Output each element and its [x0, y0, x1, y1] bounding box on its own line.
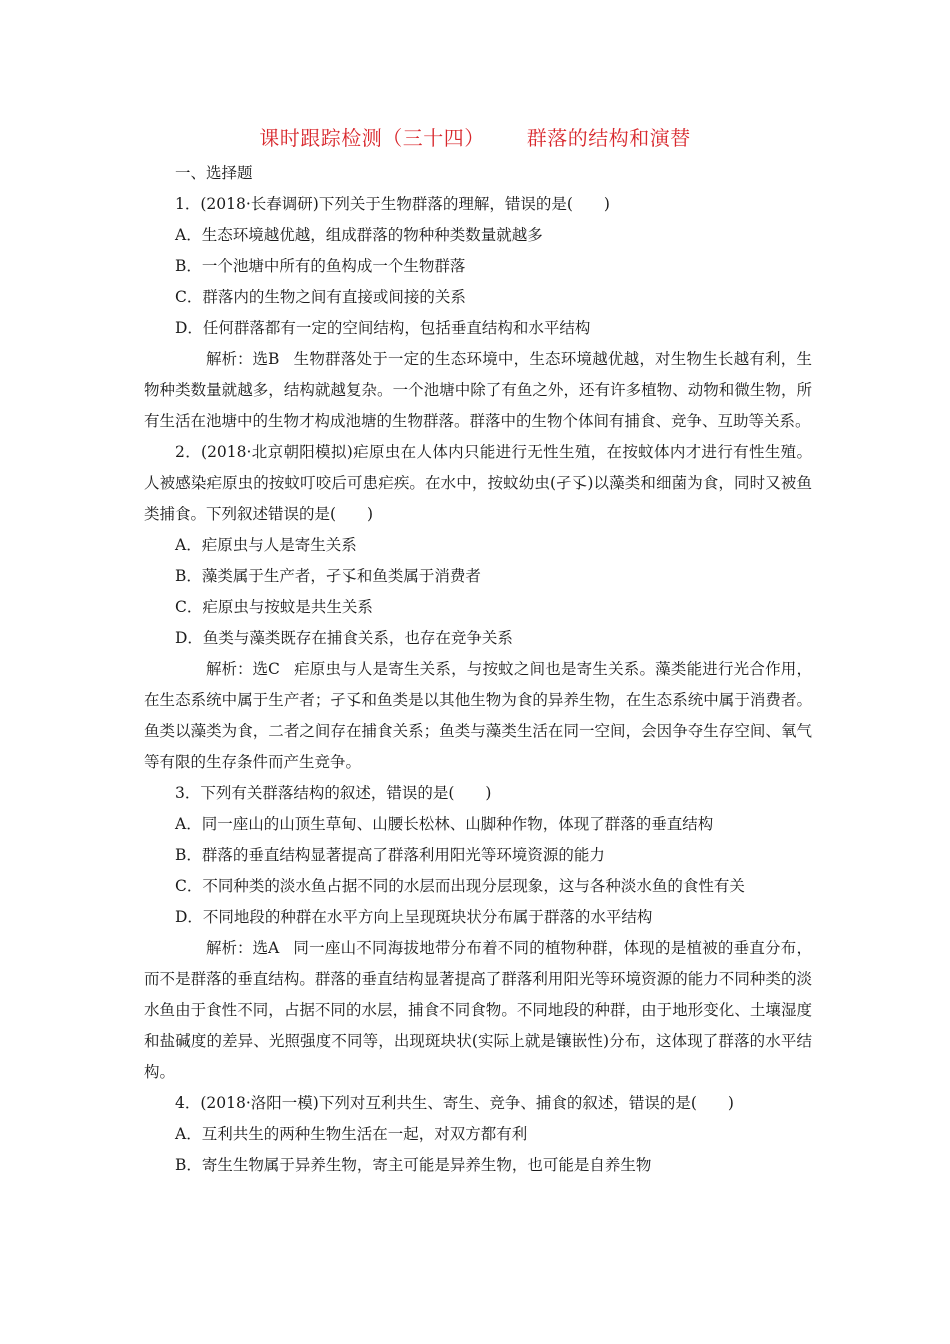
answer-explanation: [144, 344, 812, 437]
answer-explanation: [144, 933, 812, 1088]
question-stem: 1．(2018·长春调研)下列关于生物群落的理解，错误的是( ): [175, 195, 610, 213]
question-option: C．不同种类的淡水鱼占据不同的水层而出现分层现象，这与各种淡水鱼的食性有关: [175, 877, 745, 895]
title-sub: 群落的结构和演替: [526, 126, 691, 150]
answer-explanation: [144, 654, 812, 778]
answer-tag: 解析：选C: [206, 660, 280, 678]
question-option: A．互利共生的两种生物生活在一起，对双方都有利: [175, 1125, 528, 1143]
question-option: B．寄生生物属于异养生物，寄主可能是异养生物，也可能是自养生物: [175, 1156, 652, 1174]
question-option: A．同一座山的山顶生草甸、山腰长松林、山脚种作物，体现了群落的垂直结构: [175, 815, 714, 833]
question-option: C．群落内的生物之间有直接或间接的关系: [175, 288, 466, 306]
title-main: 课时跟踪检测（三十四）: [259, 126, 485, 150]
question-option: B．一个池塘中所有的鱼构成一个生物群落: [175, 257, 466, 275]
question-option: D．鱼类与藻类既存在捕食关系，也存在竞争关系: [175, 629, 513, 647]
question-option: D．任何群落都有一定的空间结构，包括垂直结构和水平结构: [175, 319, 591, 337]
answer-tag: 解析：选A: [206, 939, 280, 957]
answer-text: 同一座山不同海拔地带分布着不同的植物种群，体现的是植被的垂直分布，而不是群落的垂直结构。群落的垂直结构显著提高了群落利用阳光等环境资源的能力不同种类的淡水鱼由于食性不同，占据不同的水层，捕食不同食物。不同地段的种群，由于地形变化、土壤湿度和盐碱度的差异、光照强度不同等，出现斑块状(实际上就是镶嵌性)分布，这体现了群落的水平结构。: [144, 939, 812, 1081]
question-option: C．疟原虫与按蚊是共生关系: [175, 598, 373, 616]
question-stem: 2．(2018·北京朝阳模拟)疟原虫在人体内只能进行无性生殖，在按蚊体内才进行有性生殖。人被感染疟原虫的按蚊叮咬后可患疟疾。在水中，按蚊幼虫(孑孓)以藻类和细菌为食，同时又被鱼类捕食。下列叙述错误的是( ): [144, 443, 812, 523]
answer-text: 疟原虫与人是寄生关系，与按蚊之间也是寄生关系。藻类能进行光合作用，在生态系统中属于生产者；孑孓和鱼类是以其他生物为食的异养生物，在生态系统中属于消费者。鱼类以藻类为食，二者之间存在捕食关系；鱼类与藻类生活在同一空间，会因争夺生存空间、氧气等有限的生存条件而产生竞争。: [144, 660, 812, 771]
answer-tag: 解析：选B: [206, 350, 280, 368]
answer-text: 生物群落处于一定的生态环境中，生态环境越优越，对生物生长越有利，生物种类数量就越多，结构就越复杂。一个池塘中除了有鱼之外，还有许多植物、动物和微生物，所有生活在池塘中的生物才构成池塘的生物群落。群落中的生物个体间有捕食、竞争、互助等关系。: [144, 350, 812, 430]
page-title: [0, 122, 950, 151]
question-stem: 4．(2018·洛阳一模)下列对互利共生、寄生、竞争、捕食的叙述，错误的是( ): [175, 1094, 734, 1112]
question-option: A．生态环境越优越，组成群落的物种种类数量就越多: [175, 226, 543, 244]
section-heading: 一、选择题: [175, 164, 253, 182]
question-stem: 3．下列有关群落结构的叙述，错误的是( ): [175, 784, 492, 802]
document-body: [144, 158, 812, 1181]
question-option: D．不同地段的种群在水平方向上呈现斑块状分布属于群落的水平结构: [175, 908, 653, 926]
question-option: A．疟原虫与人是寄生关系: [175, 536, 357, 554]
question-option: B．群落的垂直结构显著提高了群落利用阳光等环境资源的能力: [175, 846, 605, 864]
question-option: B．藻类属于生产者，孑孓和鱼类属于消费者: [175, 567, 481, 585]
